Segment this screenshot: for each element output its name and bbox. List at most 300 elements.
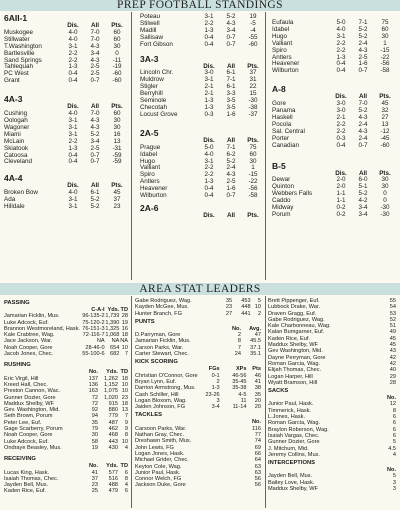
player-stat: 11 [240, 397, 247, 404]
header-all: All [90, 22, 100, 29]
header-pts: Pts. [247, 211, 259, 219]
division-title: 4A-3 [4, 94, 23, 105]
player-name: Kalan Bumgarner, Euf. [268, 329, 325, 336]
standings-column-1 [4, 14, 128, 211]
player-stat: 468 [108, 432, 118, 439]
column-divider [131, 296, 132, 508]
team-stat: -60 [112, 70, 122, 78]
leader-row [135, 351, 261, 357]
team-stat: 0-7 [90, 151, 100, 159]
leader-table [268, 467, 396, 492]
leader-category-title: PUNTS [135, 318, 155, 325]
division-block [140, 55, 264, 119]
team-stat: 0-4 [68, 70, 78, 78]
team-name: McLain [4, 137, 25, 145]
player-name: D.Parryman, Gore [135, 332, 181, 339]
team-stat: 2-5 [90, 63, 100, 71]
player-name: Hunter Branch, FG [135, 310, 182, 317]
player-stat: 682 [110, 351, 120, 358]
team-stat: -15 [380, 46, 390, 54]
team-stat: 4-3 [358, 127, 368, 135]
player-stat: 779 [108, 413, 118, 420]
team-stat: 27 [381, 113, 389, 121]
player-name: Jamarian Ficklin, Mus. [135, 338, 191, 345]
division-block [4, 14, 128, 85]
team-name: Berryhill [140, 90, 163, 98]
team-stat: -22 [380, 53, 390, 61]
team-name: Heavener [140, 185, 168, 193]
player-stat: 38 [254, 385, 261, 392]
team-stat: 2-2 [68, 137, 78, 145]
team-stat: 0-2 [336, 204, 346, 212]
standings-row [272, 27, 396, 34]
team-name: Idabel [140, 150, 158, 158]
team-stat: 5-2 [358, 32, 368, 40]
player-name: Gabe Rodriguez, Wag. [135, 298, 192, 304]
team-stat: 6-1 [90, 189, 100, 197]
leader-table [135, 326, 261, 357]
header-div: Dis. [335, 93, 347, 101]
player-name: Jamarian Ficklin, Mus. [4, 313, 60, 320]
player-stat: 7 [124, 413, 128, 420]
team-stat: 30 [113, 42, 121, 50]
leader-row [135, 311, 261, 317]
player-name: Kaden Rice, Euf. [4, 488, 46, 495]
header-div: Dis. [203, 136, 215, 144]
division-block [140, 129, 264, 200]
player-stat: 23 [121, 394, 128, 401]
team-stat: 4-3 [90, 123, 100, 131]
team-stat: 3-1 [68, 130, 78, 138]
team-stat: -22 [248, 178, 258, 186]
player-stat: 5 [392, 473, 396, 480]
team-stat: 4-3 [226, 19, 236, 27]
team-name: Wilburton [140, 192, 167, 200]
leader-header-cell: TD [120, 369, 128, 376]
leaders-column-2 [135, 298, 261, 489]
player-stat: 18 [121, 332, 128, 339]
team-stat: 0-7 [358, 141, 368, 149]
player-name: Isaiah Thomas, Chec. [4, 475, 59, 482]
team-stat: 2-2 [336, 120, 346, 128]
team-stat: 2-2 [204, 171, 214, 179]
team-stat: 0-7 [90, 77, 100, 85]
player-name: Brannon Westmoreland, Hask. [4, 325, 81, 332]
team-stat: 3-5 [226, 97, 236, 105]
team-stat: -60 [380, 141, 390, 149]
standings-table [272, 20, 396, 75]
team-stat: 2-0 [336, 183, 346, 191]
player-stat: 577 [108, 469, 118, 476]
standings-row [140, 77, 264, 84]
player-stat: 1,390 [105, 319, 120, 326]
player-stat: 3 [392, 486, 396, 493]
division-block [4, 95, 128, 166]
player-stat: 20 [254, 397, 261, 404]
player-name: Nathan Gray, Chec. [135, 432, 185, 439]
player-stat: 448 [241, 304, 251, 311]
player-stat: 56 [254, 482, 261, 489]
stat-leaders-banner: AREA STAT LEADERS [0, 283, 400, 295]
division-block [4, 174, 128, 211]
team-name: Sand Springs [4, 56, 42, 64]
header-div: Dis. [203, 62, 215, 70]
team-stat: 6-2 [226, 150, 236, 158]
leader-table [268, 298, 396, 386]
team-stat: 32 [381, 107, 389, 115]
player-stat: 10 [121, 344, 128, 351]
team-name: Porum [272, 210, 291, 218]
player-stat: 1,325 [105, 325, 120, 332]
header-pts: Pts. [247, 62, 259, 70]
team-stat: -55 [248, 33, 258, 41]
team-name: Muskogee [4, 28, 34, 36]
standings-row [272, 68, 396, 75]
team-stat: 4-3 [90, 56, 100, 64]
standings-header-row [272, 171, 396, 178]
team-name: PC West [4, 70, 29, 78]
player-stat: 10 [121, 381, 128, 388]
team-stat: 3-0 [204, 69, 214, 77]
team-stat: 3-1 [68, 123, 78, 131]
player-name: Peter Lee, Euf. [4, 419, 42, 426]
leader-header-cell: Yds. [107, 307, 120, 313]
team-name: Porter [272, 134, 290, 142]
header-all: All [358, 169, 368, 177]
team-name: Wilburton [272, 67, 299, 75]
leader-header-cell: FGs [208, 366, 220, 373]
team-stat: 1-1 [336, 197, 346, 205]
leader-table [4, 307, 128, 357]
standings-row [140, 42, 264, 49]
header-pts: Pts. [379, 93, 391, 101]
team-stat: 0 [115, 49, 119, 57]
player-stat: 23 [91, 482, 98, 489]
player-stat: 163 [88, 388, 98, 395]
leader-category-title: RECEIVING [4, 456, 36, 463]
player-stat: 42 [389, 354, 396, 361]
player-stat: 43 [389, 348, 396, 355]
header-pts: Pts. [379, 169, 391, 177]
leader-category-title: PASSING [4, 300, 30, 306]
player-stat: 28-46-0 [85, 344, 105, 351]
player-stat: NA [96, 338, 105, 345]
team-stat: 2-0 [336, 176, 346, 184]
team-stat: 0-7 [90, 158, 100, 166]
team-stat: 4-0 [336, 25, 346, 33]
team-stat: 6-1 [226, 83, 236, 91]
player-name: Junior Paul, Hask. [268, 401, 314, 408]
team-stat: -5 [250, 19, 256, 27]
team-name: Caddo [272, 197, 291, 205]
team-stat: 3-1 [68, 42, 78, 50]
player-stat: 69 [254, 444, 261, 451]
standings-row [4, 204, 128, 211]
team-stat: 0-4 [204, 185, 214, 193]
team-stat: 3-4 [358, 210, 368, 218]
team-name: Muldrow [140, 76, 164, 84]
player-stat: 3 [216, 397, 220, 404]
team-stat: 5-2 [226, 157, 236, 165]
leader-header-cell: TD [120, 307, 128, 313]
player-stat: 46 [254, 372, 261, 379]
leader-row [268, 452, 396, 458]
header-all: All [226, 136, 236, 144]
player-stat: 1,068 [105, 332, 120, 339]
standings-banner: PREP FOOTBALL STANDINGS [0, 0, 400, 11]
team-stat: 3-1 [204, 13, 214, 20]
team-name: Lincoln Chr. [140, 69, 174, 77]
player-stat: 4 [392, 451, 396, 458]
player-name: Braylon Roberson, Wag. [268, 426, 329, 433]
player-name: Cash Schiller, Hill [135, 391, 179, 398]
leader-header-cell: No. [231, 325, 241, 332]
team-name: Cushing [4, 110, 28, 118]
team-stat: -31 [112, 144, 122, 152]
player-name: Eric Virgil, Hill [4, 375, 39, 382]
player-name: Wyatt Bramson, Hill [268, 379, 318, 386]
header-all: All [226, 62, 236, 70]
team-name: Valliant [140, 164, 161, 172]
player-stat: 72 [91, 400, 98, 407]
team-stat: 1-3 [204, 26, 214, 34]
player-stat: 6 [392, 414, 396, 421]
column-divider [265, 12, 266, 280]
player-name: L.Jones, Hask. [268, 414, 305, 421]
player-name: Kale Charbonneau, Wag. [268, 323, 331, 330]
player-stat: 6 [124, 469, 128, 476]
team-stat: 5-2 [358, 107, 368, 115]
leader-header-cell: Pts [252, 366, 261, 373]
division-title: 2A-5 [140, 127, 159, 138]
standings-row [140, 152, 264, 159]
team-stat: 7-1 [226, 143, 236, 151]
team-stat: 3-4 [226, 26, 236, 34]
division-title: A-8 [272, 84, 286, 95]
player-stat: 29 [389, 373, 396, 380]
player-name: Roman Garcia, Wag. [268, 360, 321, 367]
header-div: Dis. [67, 182, 79, 190]
player-stat: 488 [108, 482, 118, 489]
player-stat: 55-100-6 [82, 351, 105, 358]
header-div: Dis. [203, 211, 215, 219]
team-stat: 0-4 [204, 40, 214, 48]
player-name: Maddux Shelby, WF [268, 342, 318, 349]
team-stat: 15 [249, 90, 257, 98]
header-all: All [90, 182, 100, 190]
player-stat: 2 [216, 378, 220, 385]
player-name: Jacob Jones, Chec. [4, 351, 54, 358]
player-name: Christian O'Connor, Gore [135, 372, 198, 379]
player-name: J. Mitchum, Mid. [268, 445, 309, 452]
team-stat: 30 [249, 157, 257, 165]
team-stat: -37 [248, 110, 258, 118]
header-pts: Pts. [111, 103, 123, 111]
team-stat: 0-4 [204, 192, 214, 200]
header-all: All [90, 103, 100, 111]
team-name: Spiro [272, 46, 287, 54]
team-stat: 3-1 [204, 76, 214, 84]
player-name: Luke Adcock, Euf. [4, 319, 49, 326]
leader-header-cell: No. [88, 463, 98, 470]
standings-table [4, 104, 128, 166]
team-stat: -58 [380, 67, 390, 75]
player-stat: 18 [121, 375, 128, 382]
team-name: Antlers [140, 178, 160, 186]
leader-category-title: RUSHING [4, 362, 31, 369]
team-stat: -59 [112, 151, 122, 159]
player-name: Gage Scarberry, Porum [4, 426, 63, 433]
team-stat: 1-6 [226, 110, 236, 118]
player-name: Jayden Bell, Mus. [4, 482, 49, 489]
team-name: Spiro [140, 171, 155, 179]
player-stat: 23 [225, 304, 233, 311]
player-stat: 462 [108, 426, 118, 433]
header-pts: Pts. [111, 22, 123, 29]
player-stat: 116 [252, 425, 261, 432]
standings-column-3 [272, 20, 396, 219]
team-stat: 0-4 [336, 60, 346, 68]
player-name: Kreed Hall, Chec. [4, 381, 48, 388]
team-stat: 0-4 [68, 158, 78, 166]
player-stat: 6 [392, 432, 396, 439]
leader-category-title: KICK SCORING [135, 359, 178, 366]
player-stat: 3-4 [211, 404, 220, 411]
team-stat: 22 [249, 83, 257, 91]
player-stat: NA [120, 338, 128, 345]
player-stat: 30 [91, 432, 98, 439]
header-pts: Pts. [247, 136, 259, 144]
player-name: Junior Paul, Hask. [135, 469, 181, 476]
leader-header-cell: No. [386, 467, 396, 474]
team-name: Miami [4, 130, 21, 138]
division-block [272, 85, 396, 149]
team-stat: 7-1 [358, 19, 368, 26]
team-stat: 3-1 [68, 116, 78, 124]
team-stat: 2-5 [226, 178, 236, 186]
player-stat: 137 [88, 375, 98, 382]
team-stat: 7-0 [358, 100, 368, 108]
team-stat: 0-4 [68, 151, 78, 159]
standings-row [272, 129, 396, 136]
team-stat: 1-6 [226, 185, 236, 193]
division-title: 3A-3 [140, 53, 159, 64]
player-name: Gunner Dozier, Gore [4, 394, 56, 401]
team-stat: 2-2 [68, 49, 78, 57]
player-stat: 27 [225, 310, 233, 317]
player-stat: 63 [254, 463, 261, 470]
team-stat: 7-0 [90, 28, 100, 36]
team-stat: 4-0 [68, 110, 78, 118]
team-stat: 2-1 [336, 113, 346, 121]
team-name: Hugo [272, 32, 288, 40]
team-name: Idabel [272, 25, 290, 33]
leader-header-cell: No. [88, 369, 98, 376]
team-stat: 30 [113, 116, 121, 124]
team-stat: 2-5 [358, 53, 368, 61]
player-name: Gev. Washington, Mid. [4, 407, 60, 414]
team-stat: 2-2 [204, 19, 214, 27]
team-name: Antlers [272, 53, 292, 61]
team-stat: -30 [380, 204, 390, 212]
player-stat: 56 [254, 476, 261, 483]
team-stat: 13 [113, 137, 121, 145]
player-stat: 8 [124, 432, 128, 439]
player-stat: 4.5 [388, 445, 396, 452]
player-name: Gabe Rodriguez, Wag. [268, 316, 325, 323]
player-stat: 20 [254, 404, 261, 411]
team-stat: -60 [112, 77, 122, 85]
team-stat: 4-3 [358, 113, 368, 121]
team-stat: 5-2 [90, 130, 100, 138]
leader-header-cell: C-A-I [91, 307, 105, 313]
player-stat: 12 [389, 401, 396, 408]
player-stat: NA [111, 338, 120, 345]
player-stat: 11-14 [232, 404, 247, 411]
player-stat: 55 [389, 298, 396, 304]
team-stat: 0-7 [226, 192, 236, 200]
player-stat: 4-5 [238, 391, 247, 398]
team-name: Webbers Falls [272, 190, 313, 198]
team-stat: 30 [381, 176, 389, 184]
team-stat: 45 [381, 100, 389, 108]
player-name: Brett Pippenger, Euf. [268, 298, 320, 304]
division-title: 6AII-1 [4, 13, 28, 23]
player-stat: 35 [254, 391, 261, 398]
player-stat: 3 [392, 479, 396, 486]
team-stat: 5-2 [358, 190, 368, 198]
standings-header-row [140, 213, 264, 220]
player-stat: 28 [389, 379, 396, 386]
team-stat: 1-6 [358, 60, 368, 68]
header-all: All [226, 211, 236, 219]
team-stat: -58 [248, 192, 258, 200]
player-stat: 2 [257, 310, 261, 317]
player-stat: 58 [91, 438, 98, 445]
team-stat: 5-0 [204, 143, 214, 151]
player-stat: 35 [225, 298, 233, 304]
team-name: Hilldale [4, 203, 25, 211]
player-stat: 8 [392, 407, 396, 414]
team-stat: 7-1 [226, 76, 236, 84]
team-stat: 2-2 [68, 56, 78, 64]
team-stat: 2-1 [204, 83, 214, 91]
player-stat: 18 [121, 400, 128, 407]
leaders-column-3 [268, 298, 396, 492]
team-stat: 30 [381, 32, 389, 40]
team-stat: 13 [381, 120, 389, 128]
player-stat: 35.1 [250, 351, 261, 358]
team-stat: 4-3 [90, 116, 100, 124]
team-stat: 1-1 [336, 190, 346, 198]
leader-header-cell: TD [120, 463, 128, 470]
leader-table [4, 463, 128, 494]
team-stat: -56 [248, 185, 258, 193]
player-stat: 40 [389, 367, 396, 374]
team-stat: -15 [248, 171, 258, 179]
header-spacer [140, 213, 198, 220]
leader-header-cell: No. [386, 395, 396, 402]
standings-row [4, 190, 128, 197]
team-stat: 1-3 [68, 144, 78, 152]
leader-category-title: TACKLES [135, 412, 162, 419]
player-name: Kaden Rice, Euf. [268, 335, 310, 342]
player-stat: 4 [124, 482, 128, 489]
team-stat: 60 [113, 110, 121, 118]
team-stat: 37 [249, 69, 257, 77]
team-stat: 1-3 [204, 97, 214, 105]
team-stat: -60 [248, 40, 258, 48]
